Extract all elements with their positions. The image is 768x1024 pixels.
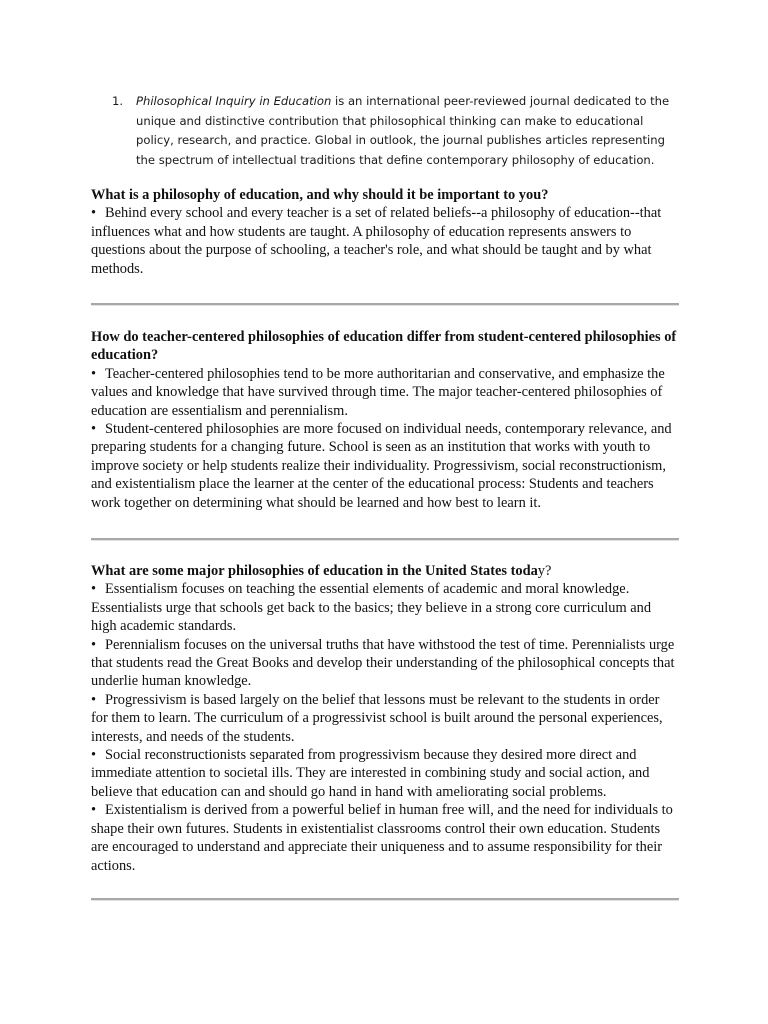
bullet-text: Perennialism focuses on the universal truths that have withstood the test of time. Perennialists urge that students read the Great Books and develop their understanding of the philosophical concepts that underlie human knowledge.	[91, 636, 675, 690]
intro-text: is an international peer-reviewed journal dedicated to the unique and distinctive contribution that philosophical thinking can make to educational policy, research, and practice. Global in outlook, the journal publishes articles representing the spectrum of intellectual traditions that define contemporary philosophy of education.	[136, 94, 670, 167]
bullet-text: Social reconstructionists separated from progressivism because they desired more direct and immediate attention to societal ills. They are interested in combining study and social action, and believe that education can and should go hand in hand with ameliorating social problems.	[91, 747, 650, 800]
bullet-text: Progressivism is based largely on the belief that lessons must be relevant to the students in order for them to learn. The curriculum of a progressivist school is built around the personal experiences, interests, and needs of the students.	[91, 691, 663, 745]
section-heading-tail: y?	[537, 563, 552, 579]
section-divider	[91, 898, 679, 901]
bullet-icon: •	[91, 802, 97, 819]
intro-paragraph	[136, 92, 672, 170]
section-heading-text: What is a philosophy of education, and why should it be important to you?	[91, 187, 549, 203]
section-heading	[91, 186, 679, 204]
bullet-paragraph	[91, 636, 679, 691]
bullet-text: Student-centered philosophies are more focused on individual needs, contemporary relevance, and preparing students for a changing future. School is seen as an institution that works with youth to improve society or help students realize their individuality. Progressivism, social reconstructionism, and existentialism place the learner at the center of the educational process: Students and teachers work together on determining what should be learned and how best to learn it.	[91, 421, 672, 511]
bullet-icon: •	[91, 636, 97, 653]
section-heading-text: What are some major philosophies of education in the United States toda	[91, 563, 538, 579]
bullet-paragraph	[91, 580, 679, 635]
bullet-text: Behind every school and every teacher is a set of related beliefs--a philosophy of education--that influences what and how students are taught. A philosophy of education represents answers to questions about the purpose of schooling, a teacher's role, and what should be taught and by what methods.	[91, 205, 662, 277]
intro-list-item	[112, 92, 672, 170]
section-philosophy-of-education	[91, 186, 679, 278]
bullet-text: Teacher-centered philosophies tend to be more authoritarian and conservative, and emphasize the values and knowledge that have survived through time. The major teacher-centered philosophies of education are essentialism and perennialism.	[91, 365, 665, 419]
section-major-philosophies	[91, 562, 679, 875]
bullet-icon: •	[91, 205, 97, 222]
bullet-paragraph	[91, 365, 679, 420]
bullet-paragraph	[91, 204, 679, 278]
bullet-icon: •	[91, 581, 97, 598]
bullet-paragraph	[91, 746, 679, 801]
section-heading-text: How do teacher-centered philosophies of education differ from student-centered philosophies of education?	[91, 329, 677, 364]
journal-title: Philosophical Inquiry in Education	[136, 94, 332, 108]
bullet-icon: •	[91, 691, 97, 708]
bullet-text: Essentialism focuses on teaching the essential elements of academic and moral knowledge. Essentialists urge that schools get back to the basics; they believe in a strong core curriculum and high academic standards.	[91, 581, 652, 635]
bullet-paragraph	[91, 420, 679, 512]
bullet-paragraph	[91, 691, 679, 746]
bullet-icon: •	[91, 747, 97, 764]
bullet-icon: •	[91, 365, 97, 382]
section-heading	[91, 562, 679, 580]
bullet-icon: •	[91, 421, 97, 438]
bullet-paragraph	[91, 801, 679, 875]
list-number: 1.	[112, 94, 124, 108]
bullet-text: Existentialism is derived from a powerful belief in human free will, and the need for individuals to shape their own futures. Students in existentialist classrooms control their own education. Students are encouraged to understand and appreciate their uniqueness and to assume responsibility for their actions.	[91, 802, 673, 874]
section-heading	[91, 328, 679, 365]
section-divider	[91, 303, 679, 306]
section-teacher-vs-student-centered	[91, 328, 679, 512]
section-divider	[91, 538, 679, 541]
